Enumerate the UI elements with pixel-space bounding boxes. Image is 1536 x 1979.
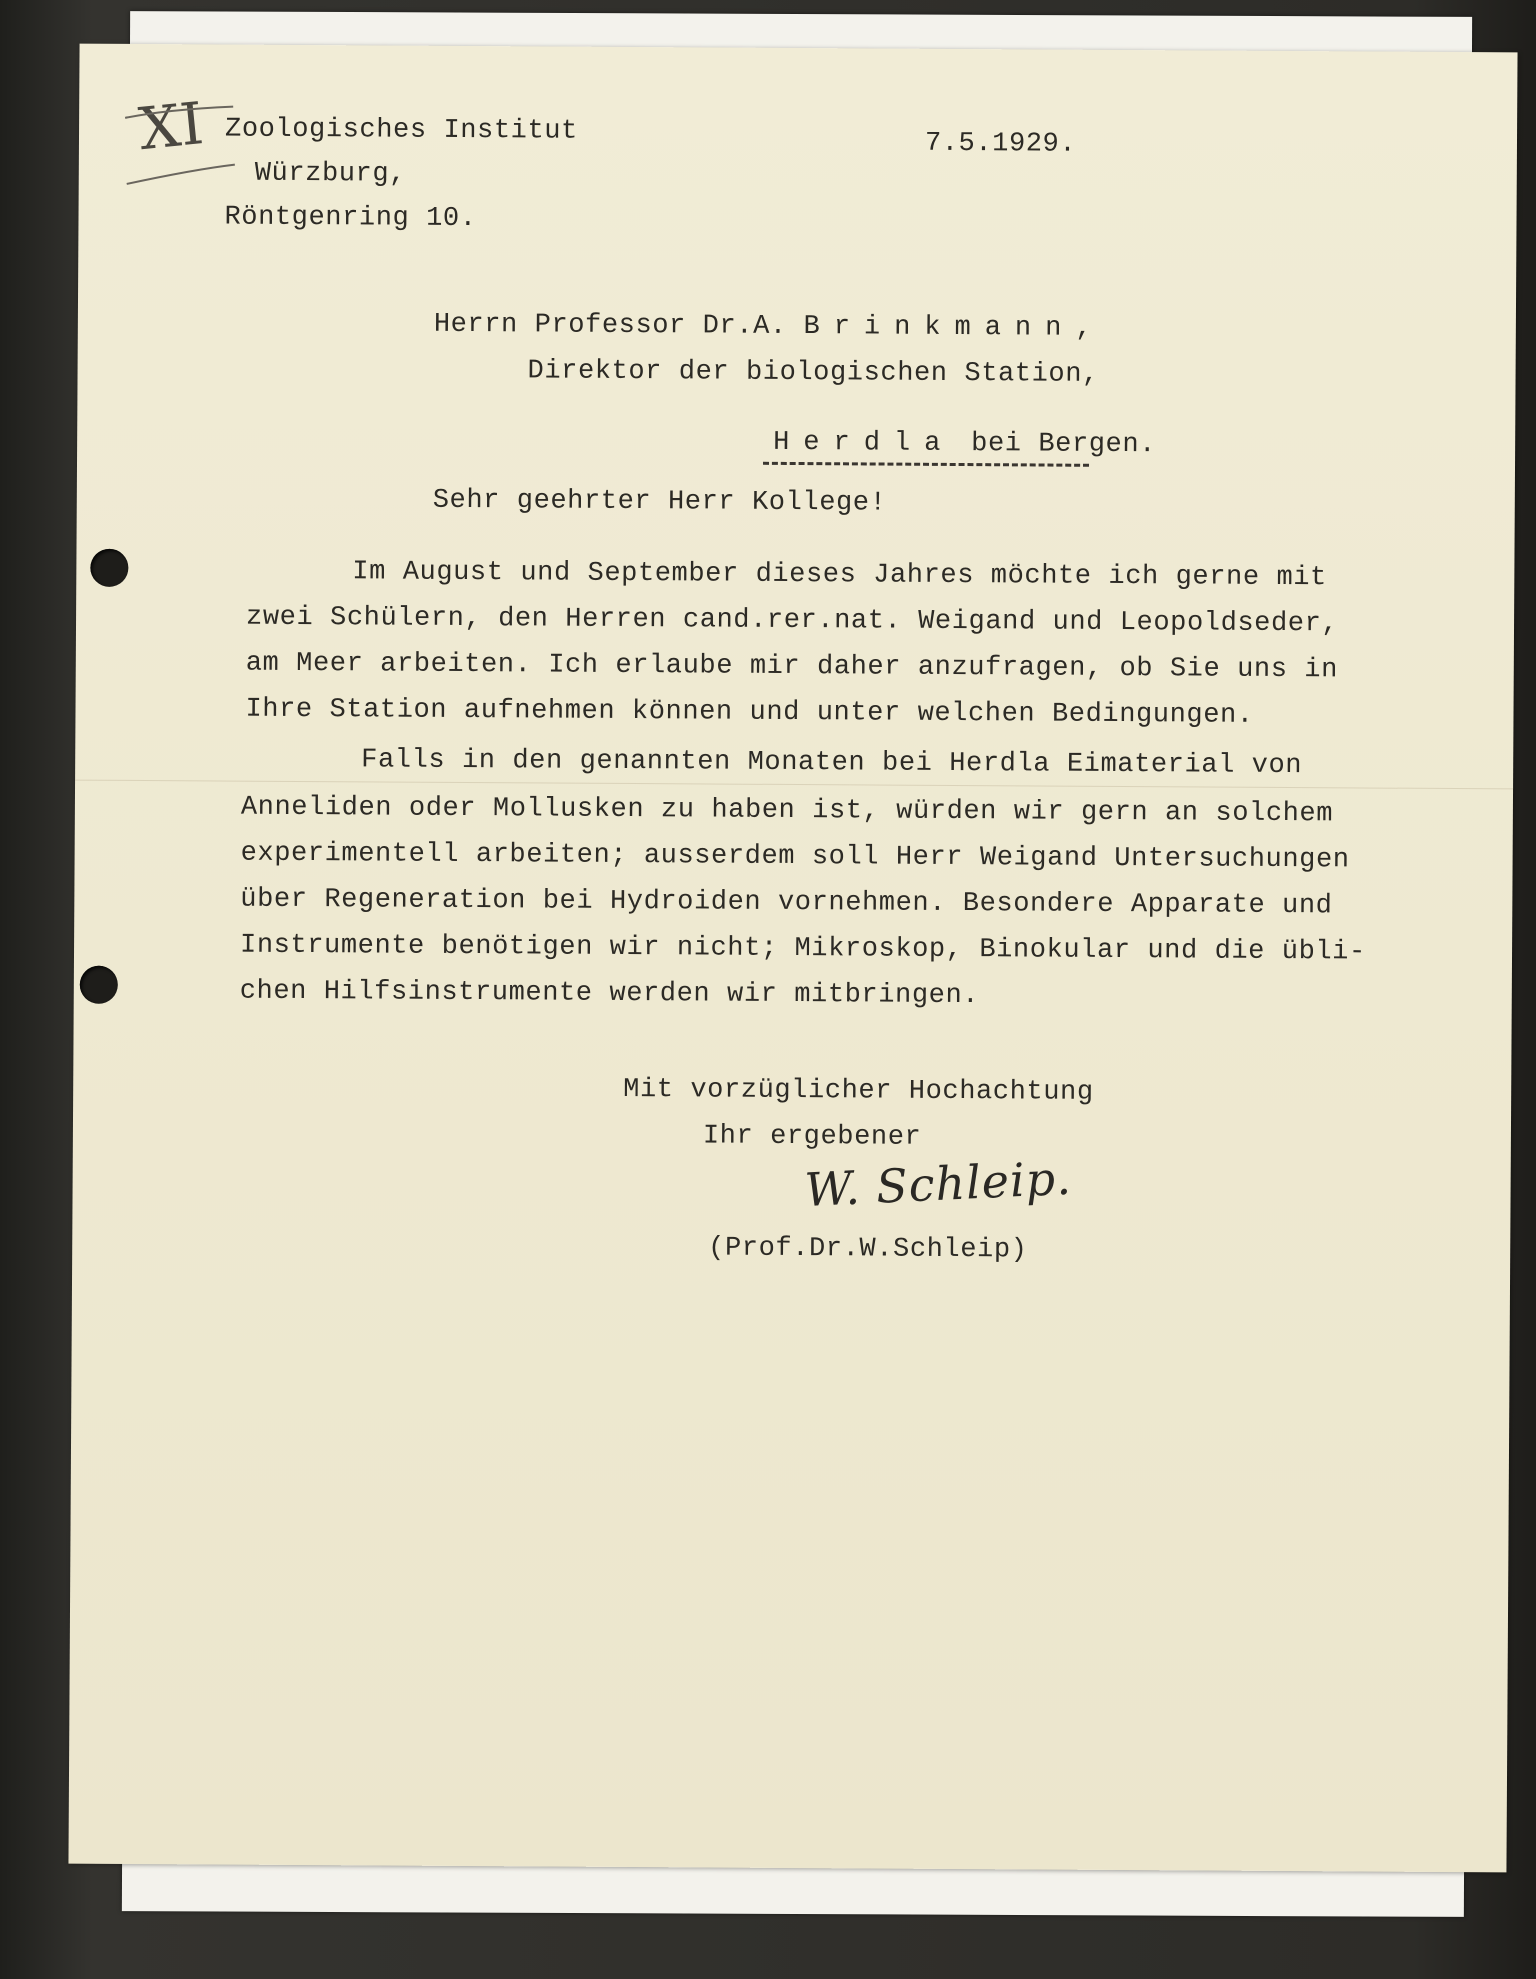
typed-signature: (Prof.Dr.W.Schleip)	[708, 1233, 1028, 1266]
body-line-6: Anneliden oder Mollusken zu haben ist, würden wir gern an solchem	[240, 792, 1334, 830]
letter-date: 7.5.1929.	[924, 128, 1077, 160]
handwritten-signature: W. Schleip.	[803, 1150, 1073, 1218]
body-line-10: chen Hilfsinstrumente werden wir mitbringen.	[239, 976, 980, 1012]
body-line-7: experimentell arbeiten; ausserdem soll Herr Weigand Untersuchungen	[240, 838, 1350, 876]
sender-line-2: Würzburg,	[254, 158, 407, 190]
archive-mark: XI	[135, 89, 207, 164]
letter-page	[68, 44, 1517, 1873]
recipient-line-3	[773, 428, 1156, 460]
body-line-3: am Meer arbeiten. Ich erlaube mir daher anzufragen, ob Sie uns in	[245, 648, 1339, 686]
body-line-2: zwei Schülern, den Herren cand.rer.nat. Weigand und Leopoldseder,	[245, 602, 1339, 640]
sender-line-3: Röntgenring 10.	[224, 202, 477, 235]
body-line-9: Instrumente benötigen wir nicht; Mikroskop, Binokular und die übli-	[239, 930, 1366, 968]
punch-hole-top	[90, 549, 128, 587]
salutation: Sehr geehrter Herr Kollege!	[432, 485, 887, 519]
body-line-4: Ihre Station aufnehmen können und unter welchen Bedingungen.	[245, 694, 1254, 731]
closing-line-1: Mit vorzüglicher Hochachtung	[623, 1074, 1094, 1108]
recipient-comma: ,	[1075, 313, 1093, 344]
body-line-1: Im August und September dieses Jahres möchte ich gerne mit	[352, 557, 1327, 594]
recipient-title: Herrn Professor Dr.A.	[433, 309, 787, 342]
punch-hole-bottom	[80, 966, 118, 1004]
sender-line-1: Zoologisches Institut	[224, 114, 578, 147]
closing-line-2: Ihr ergebener	[702, 1121, 922, 1153]
address-underline	[763, 462, 1089, 467]
recipient-line-1	[434, 310, 1092, 344]
recipient-place: Herdla	[773, 427, 955, 459]
body-line-8: über Regeneration bei Hydroiden vornehmen. Besondere Apparate und	[240, 884, 1333, 922]
body-line-5: Falls in den genannten Monaten bei Herdla Eimaterial von	[361, 745, 1303, 782]
recipient-name: Brinkmann	[803, 312, 1076, 344]
recipient-line-2: Direktor der biologischen Station,	[527, 356, 1099, 390]
recipient-place-rest: bei Bergen.	[971, 429, 1157, 461]
